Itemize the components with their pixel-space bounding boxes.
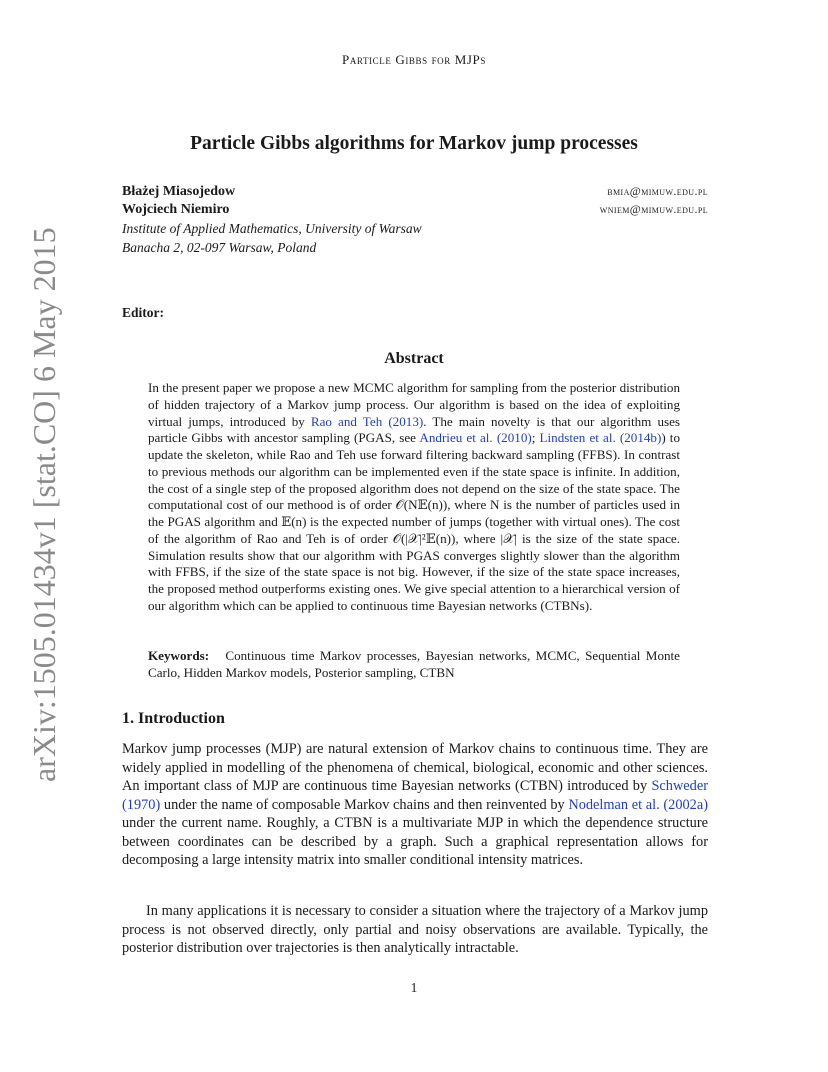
abstract-text-part: In the present paper we propose a new MCMC algorithm for sampling from the posterior distribution of hidden trajectory of a Markov jump process. Our algorithm is based on the idea of exploiting virtual jumps, introduced by xyxy=(148,380,680,429)
keywords-text: Continuous time Markov processes, Bayesian networks, MCMC, Sequential Monte Carlo, Hidden Markov models, Posterior sampling, CTBN xyxy=(148,648,680,680)
paragraph-text-part: under the current name. Roughly, a CTBN is a multivariate MJP in which the dependence structure between coordinates can be described by a graph. Such a graphical representation allows for decomposing a large intensity matrix into smaller conditional intensity matrices. xyxy=(122,815,708,868)
citation-link[interactable]: Rao and Teh (2013) xyxy=(310,413,424,429)
author-row-1 xyxy=(122,184,708,200)
intro-paragraph-1 xyxy=(122,740,708,870)
keywords-label: Keywords: xyxy=(148,648,210,663)
intro-paragraph-2: In many applications it is necessary to consider a situation where the trajectory of a Markov jump process is not observed directly, only partial and noisy observations are available. Typically, the posterior distribution over trajectories is then analytically intractable. xyxy=(122,903,708,956)
section-heading: 1. Introduction xyxy=(122,710,225,727)
paragraph-text-part: under the name of composable Markov chains and then reinvented by xyxy=(160,796,569,813)
address: Banacha 2, 02-097 Warsaw, Poland xyxy=(122,240,317,255)
editor-label: Editor: xyxy=(122,305,164,320)
keywords xyxy=(148,648,680,682)
affiliation: Institute of Applied Mathematics, University of Warsaw xyxy=(122,221,422,236)
citation-link[interactable]: Andrieu et al. (2010) xyxy=(419,430,532,446)
author-row-2 xyxy=(122,202,708,218)
arxiv-stamp: arXiv:1505.01434v1 [stat.CO] 6 May 2015 xyxy=(26,227,62,782)
page-number: 1 xyxy=(410,980,418,995)
author-email[interactable]: bmia@mimuw.edu.pl xyxy=(607,184,708,198)
abstract-heading: Abstract xyxy=(384,350,444,367)
running-head: Particle Gibbs for MJPs xyxy=(342,52,486,67)
citation-link[interactable]: Schweder (1970) xyxy=(122,778,708,813)
citation-link[interactable]: Lindsten et al. (2014b) xyxy=(539,430,662,446)
abstract-text xyxy=(148,380,680,615)
citation-link[interactable]: Nodelman et al. (2002a) xyxy=(568,796,709,813)
author-name: Wojciech Niemiro xyxy=(122,202,230,217)
author-name: Błażej Miasojedow xyxy=(122,184,236,199)
abstract-text-part: ) to update the skeleton, while Rao and Teh use forward filtering backward sampling (FFBS). In contrast to previous methods our algorithm can be implemented even if the state space is infinite. In addition, the cost of a single step of the proposed algorithm does not depend on the size of the state space. The computational cost of our methood is of order 𝒪(N𝔼(n)), where N is the number of particles used in the PGAS algorithm and 𝔼(n) is the expected number of jumps (together with virtual ones). The cost of the algorithm of Rao and Teh is of order 𝒪(|𝒳|²𝔼(n)), where |𝒳| is the size of the state space. Simulation results show that our algorithm with PGAS converges slightly slower than the algorithm with FFBS, if the size of the state space is not big. However, if the size of the state space increases, the proposed method outperforms existing ones. We give special attention to a hierarchical version of our algorithm which can be applied to continuous time Bayesian networks (CTBNs). xyxy=(148,430,680,613)
abstract-text-part: ; xyxy=(531,430,540,446)
paper-title: Particle Gibbs algorithms for Markov jump processes xyxy=(190,133,638,154)
author-email[interactable]: wniem@mimuw.edu.pl xyxy=(599,202,708,216)
abstract-text-part: . The main novelty is that our algorithm uses particle Gibbs with ancestor sampling (PGAS, see xyxy=(148,413,680,446)
paragraph-text-part: Markov jump processes (MJP) are natural extension of Markov chains to continuous time. They are widely applied in modelling of the phenomena of chemical, biological, economic and other sciences. An important class of MJP are continuous time Bayesian networks (CTBN) introduced by xyxy=(122,741,708,794)
